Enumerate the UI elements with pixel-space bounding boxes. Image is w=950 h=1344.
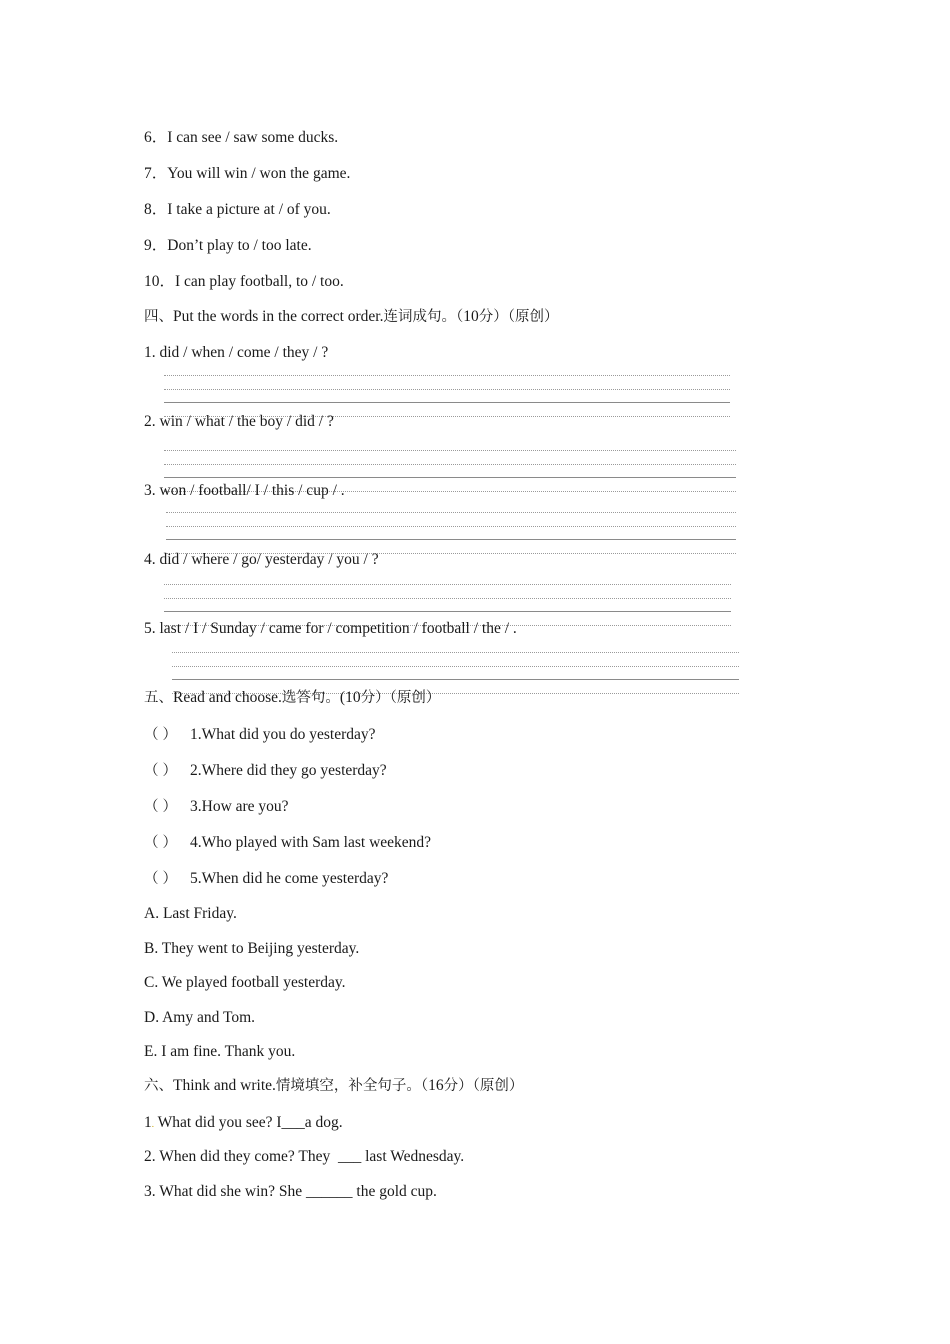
section-5-heading-en: Read and choose.: [173, 689, 282, 706]
writing-line: [164, 611, 731, 612]
exercise-item-9: 9．Don’t play to / too late.: [144, 237, 312, 254]
exercise-item-10: 10．I can play football, to / too.: [144, 273, 344, 290]
section-5-number: 五、: [144, 690, 173, 706]
order-item-3: 3. won / football/ I / this / cup / .: [144, 482, 345, 499]
section-4-heading-cn: 连词成句。（: [383, 309, 464, 325]
choose-question-5: （ ） 5.When did he come yesterday?: [144, 870, 389, 887]
answer-blank[interactable]: （ ）: [144, 835, 177, 851]
fill-item-1: 1. What did you see? I___a dog.: [144, 1114, 343, 1131]
section-4-score: 10: [463, 308, 479, 325]
writing-line: [164, 389, 730, 390]
writing-line: [166, 512, 736, 513]
section-6-score: 16: [428, 1077, 444, 1094]
section-4-number: 四、: [144, 309, 173, 325]
fill-item-2: 2. When did they come? They ___ last Wednesday.: [144, 1148, 465, 1165]
writing-line: [164, 477, 736, 478]
answer-blank[interactable]: （ ）: [144, 799, 177, 815]
option-b: B. They went to Beijing yesterday.: [144, 940, 360, 957]
section-6-heading-en: Think and write.: [173, 1077, 276, 1094]
section-6-heading-cn: 情境填空，补全句子。（: [275, 1078, 429, 1094]
section-5-score: (10: [339, 689, 361, 706]
choose-question-3: （ ） 3.How are you?: [144, 798, 289, 815]
section-4-heading-en: Put the words in the correct order.: [173, 308, 384, 325]
choose-question-4: （ ） 4.Who played with Sam last weekend?: [144, 834, 432, 851]
choose-question-1: （ ） 1.What did you do yesterday?: [144, 726, 376, 743]
fill-item-3: 3. What did she win? She ______ the gold cup.: [144, 1183, 437, 1200]
exercise-item-7: 7．You will win / won the game.: [144, 165, 351, 182]
writing-line: [172, 679, 739, 680]
writing-line: [164, 598, 731, 599]
writing-line: [164, 402, 730, 403]
answer-blank[interactable]: （ ）: [144, 871, 177, 887]
writing-line: [166, 526, 736, 527]
option-c: C. We played football yesterday.: [144, 974, 346, 991]
choose-question-2: （ ） 2.Where did they go yesterday?: [144, 762, 387, 779]
exercise-item-8: 8．I take a picture at / of you.: [144, 201, 331, 218]
order-item-4: 4. did / where / go/ yesterday / you / ?: [144, 551, 379, 568]
writing-line: [164, 375, 730, 376]
section-5-heading: [144, 688, 440, 708]
section-5-heading-tail: 分）（原创）: [360, 690, 441, 706]
section-6-heading: [144, 1076, 523, 1096]
option-a: A. Last Friday.: [144, 905, 237, 922]
order-item-2: 2. win / what / the boy / did / ?: [144, 413, 334, 430]
yellow-mark: .: [151, 1119, 154, 1129]
exercise-item-6: 6．I can see / saw some ducks.: [144, 129, 339, 146]
section-6-heading-tail: 分）（原创）: [443, 1078, 524, 1094]
writing-line: [172, 652, 739, 653]
section-4-heading: [144, 307, 558, 327]
writing-line: [166, 539, 736, 540]
section-5-heading-cn: 选答句。: [281, 690, 340, 706]
writing-line: [164, 584, 731, 585]
option-e: E. I am fine. Thank you.: [144, 1043, 296, 1060]
answer-blank[interactable]: （ ）: [144, 763, 177, 779]
option-d: D. Amy and Tom.: [144, 1009, 256, 1026]
section-4-heading-tail: 分）（原创）: [478, 309, 559, 325]
writing-line: [164, 464, 736, 465]
order-item-1: 1. did / when / come / they / ?: [144, 344, 329, 361]
section-6-number: 六、: [144, 1078, 173, 1094]
order-item-5: 5. last / I / Sunday / came for / competition / football / the / .: [144, 620, 517, 637]
answer-blank[interactable]: （ ）: [144, 727, 177, 743]
writing-line: [164, 450, 736, 451]
writing-line: [172, 666, 739, 667]
